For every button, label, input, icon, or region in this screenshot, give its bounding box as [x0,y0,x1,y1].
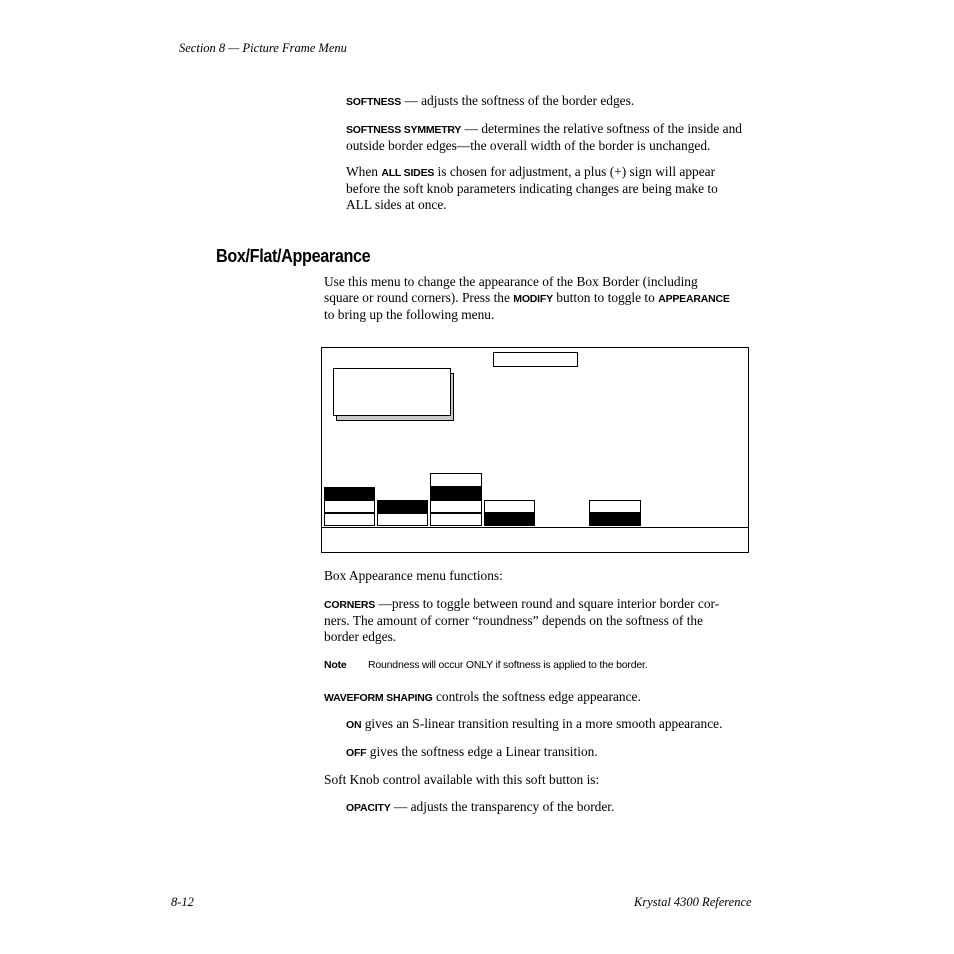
on-paragraph [346,716,722,733]
corners-paragraph [324,596,764,645]
menu-title-box [493,352,578,367]
softbutton-3-top [430,473,482,487]
intro-line-2-mid: button to toggle to [552,290,659,305]
softbutton-3-mid [430,500,482,513]
softbutton-6-selected [589,513,641,526]
softbutton-3-selected [430,487,482,500]
softness-desc: — adjusts the softness of the border edges. [401,93,635,108]
intro-line-1: Use this menu to change the appearance of the Box Border (including [324,274,698,289]
softbutton-2-top [377,500,428,513]
waveform-desc: controls the softness edge appearance. [432,689,641,704]
off-term: OFF [346,747,367,759]
corners-desc-3: border edges. [324,629,397,644]
on-term: ON [346,719,362,731]
softness-paragraph [346,93,766,110]
symmetry-paragraph [346,121,766,154]
softbutton-1-top [324,487,375,500]
softbutton-1-bottom [324,513,375,526]
softbutton-6-top [589,500,641,513]
symmetry-term: SOFTNESS SYMMETRY [346,124,462,136]
allsides-desc-2: before the soft knob parameters indicating changes are being make to [346,181,718,196]
corners-term: CORNERS [324,599,376,611]
waveform-paragraph [324,689,641,706]
menu-divider [322,527,748,528]
note-text: Roundness will occur ONLY if softness is applied to the border. [368,659,648,671]
modify-term: MODIFY [513,293,553,305]
functions-label: Box Appearance menu functions: [324,568,503,583]
off-paragraph [346,744,598,761]
symmetry-desc-1: — determines the relative softness of the inside and [461,121,742,136]
opacity-desc: — adjusts the transparency of the border. [390,799,615,814]
softbutton-4-selected [484,513,535,526]
appearance-term: APPEARANCE [658,293,730,305]
on-desc: gives an S-linear transition resulting in a more smooth appearance. [361,716,723,731]
running-header: Section 8 — Picture Frame Menu [179,41,347,55]
menu-diagram [321,347,749,553]
corners-desc-2: ners. The amount of corner “roundness” depends on the softness of the [324,613,704,628]
intro-paragraph [324,274,764,323]
allsides-paragraph [346,164,766,213]
document-title: Krystal 4300 Reference [634,895,752,909]
softbutton-2-bottom [377,513,428,526]
corners-desc-1: —press to toggle between round and square interior border cor- [375,596,720,611]
softbutton-3-bottom [430,513,482,526]
symmetry-desc-2: outside border edges—the overall width of the border is unchanged. [346,138,711,153]
page-number: 8-12 [171,895,194,909]
waveform-term: WAVEFORM SHAPING [324,692,433,704]
allsides-desc-3: ALL sides at once. [346,197,447,212]
allsides-pre: When [346,164,382,179]
opacity-term: OPACITY [346,802,391,814]
softknob-paragraph: Soft Knob control available with this soft button is: [324,772,600,787]
off-desc: gives the softness edge a Linear transition. [366,744,598,759]
intro-line-2-pre: square or round corners). Press the [324,290,514,305]
allsides-term: ALL SIDES [381,167,435,179]
section-heading: Box/Flat/Appearance [216,246,371,266]
menu-window-box [333,368,451,416]
softness-term: SOFTNESS [346,96,401,108]
softbutton-4-top [484,500,535,513]
note-label: Note [324,659,347,671]
intro-line-3: to bring up the following menu. [324,307,495,322]
allsides-desc-1: is chosen for adjustment, a plus (+) sign will appear [434,164,716,179]
softbutton-1-mid [324,500,375,513]
opacity-paragraph [346,799,614,816]
